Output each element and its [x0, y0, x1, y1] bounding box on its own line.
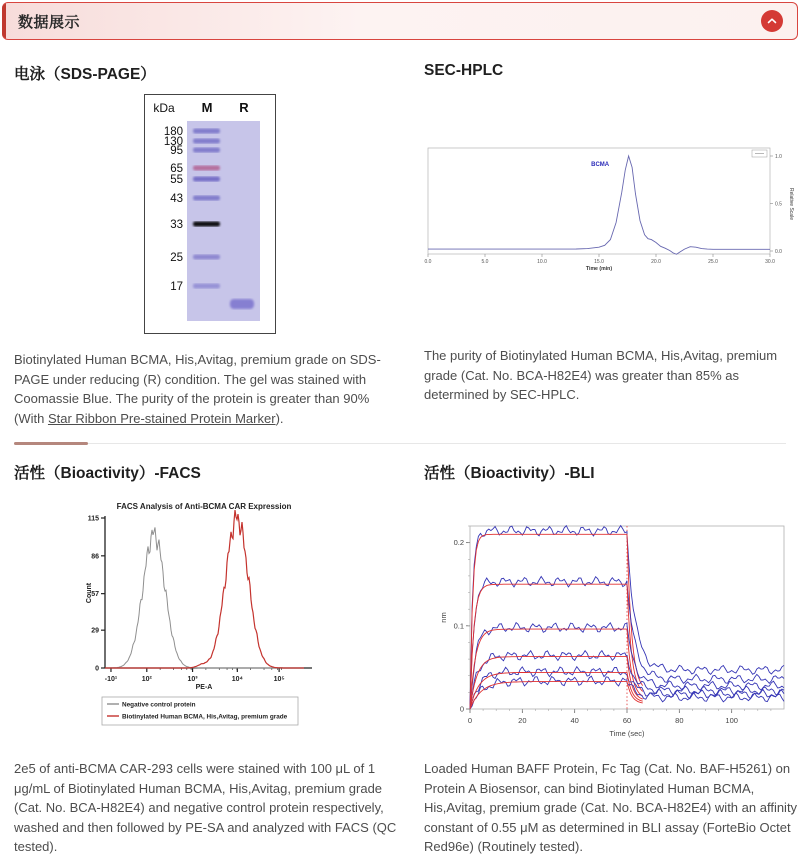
svg-text:0.2: 0.2	[453, 538, 464, 548]
bli-figure	[424, 489, 800, 751]
data-display-page	[0, 2, 800, 854]
svg-text:Time (min): Time (min)	[585, 266, 613, 272]
svg-text:25.0: 25.0	[708, 259, 718, 265]
svg-text:Count: Count	[86, 582, 93, 604]
facs-figure	[14, 489, 406, 751]
svg-text:43: 43	[170, 193, 183, 205]
sds-caption	[14, 350, 399, 428]
svg-text:80: 80	[675, 716, 684, 725]
svg-text:40: 40	[570, 716, 579, 725]
svg-text:0: 0	[467, 716, 473, 725]
hplc-chart-image	[424, 146, 798, 276]
hplc-section-title: SEC-HPLC	[424, 62, 504, 79]
svg-text:25: 25	[170, 252, 183, 264]
svg-text:0.5: 0.5	[775, 201, 782, 208]
svg-text:180: 180	[163, 126, 183, 138]
row-bottom	[14, 447, 798, 857]
section-sec-hplc	[424, 48, 798, 428]
section-bli	[424, 447, 800, 857]
svg-text:15.0: 15.0	[594, 259, 604, 265]
svg-text:20.0: 20.0	[651, 259, 661, 265]
svg-text:nm: nm	[439, 612, 448, 623]
section-header-bar[interactable]	[2, 2, 798, 40]
svg-text:M: M	[201, 100, 213, 115]
svg-text:33: 33	[170, 219, 183, 231]
svg-text:BCMA: BCMA	[591, 162, 610, 168]
svg-text:0: 0	[95, 665, 99, 673]
svg-text:60: 60	[622, 716, 632, 725]
svg-text:-10¹: -10¹	[104, 676, 118, 683]
page-title: 数据展示	[18, 13, 81, 31]
svg-text:0.0: 0.0	[424, 259, 432, 265]
svg-text:30.0: 30.0	[765, 259, 775, 265]
sds-gel-image	[144, 94, 276, 334]
svg-text:10.0: 10.0	[537, 259, 547, 265]
svg-text:115: 115	[87, 515, 99, 523]
facs-caption: 2e5 of anti-BCMA CAR-293 cells were stained with 100 μL of 1 μg/mL of Biotinylated Human BCMA, His,Avitag, premium grade (Cat. No. BCA-H82E4) and negative control protein respectively, washed and then followed by PE-SA and analyzed with FACS (QC tested).	[14, 761, 397, 854]
facs-chart-image	[84, 497, 336, 733]
caption-text: Biotinylated Human BCMA, His,Avitag, premium grade on SDS-PAGE under reducing (R) condition. The gel was stained with Coomassie Blue. The purity of the protein is greater than 90% (With	[14, 352, 381, 426]
svg-text:0: 0	[459, 704, 464, 714]
marker-product-link[interactable]: Star Ribbon Pre-stained Protein Marker	[47, 410, 276, 426]
caption-text-end: ).	[275, 410, 284, 426]
hplc-figure	[424, 86, 798, 338]
svg-text:FACS Analysis of Anti-BCMA CAR: FACS Analysis of Anti-BCMA CAR Expression	[116, 502, 292, 511]
svg-text:1.0: 1.0	[775, 154, 782, 160]
svg-text:5.0: 5.0	[481, 259, 489, 265]
svg-text:10³: 10³	[187, 676, 198, 683]
row-divider	[14, 442, 786, 445]
section-facs	[14, 447, 406, 857]
svg-text:10²: 10²	[141, 676, 152, 683]
svg-text:Time (sec): Time (sec)	[609, 729, 645, 738]
row-top	[14, 48, 794, 428]
svg-text:0.1: 0.1	[453, 621, 464, 631]
svg-text:29: 29	[91, 627, 99, 635]
svg-text:86: 86	[91, 553, 99, 561]
svg-text:17: 17	[170, 281, 183, 293]
svg-text:Biotinylated Human BCMA, His,A: Biotinylated Human BCMA, His,Avitag, premium grade	[122, 713, 288, 721]
svg-text:65: 65	[170, 163, 183, 175]
svg-text:10⁴: 10⁴	[231, 676, 243, 683]
svg-text:PE-A: PE-A	[195, 684, 213, 691]
svg-text:57: 57	[91, 591, 99, 599]
svg-text:kDa: kDa	[153, 101, 175, 115]
svg-text:Relative Scale: Relative Scale	[788, 188, 794, 220]
svg-text:R: R	[239, 100, 249, 115]
facs-section-title: 活性（Bioactivity）-FACS	[14, 465, 201, 482]
sds-section-title: 电泳（SDS-PAGE）	[14, 66, 156, 83]
svg-text:0.0: 0.0	[775, 249, 782, 255]
collapse-button[interactable]	[761, 10, 783, 32]
svg-text:100: 100	[725, 716, 738, 725]
section-sds-page	[14, 48, 406, 428]
bli-chart-image	[432, 519, 800, 743]
svg-text:Negative control protein: Negative control protein	[122, 701, 196, 709]
header-accent-bar	[2, 3, 6, 39]
svg-text:95: 95	[170, 145, 183, 157]
hplc-caption: The purity of Biotinylated Human BCMA, His,Avitag, premium grade (Cat. No. BCA-H82E4) was greater than 85% as determined by SEC-HPLC.	[424, 348, 778, 402]
svg-text:130: 130	[163, 136, 183, 148]
svg-text:10⁵: 10⁵	[273, 676, 285, 683]
content-area	[0, 40, 800, 857]
divider-accent	[14, 442, 88, 445]
svg-text:55: 55	[170, 174, 183, 186]
bli-caption: Loaded Human BAFF Protein, Fc Tag (Cat. No. BAF-H5261) on Protein A Biosensor, can bind Biotinylated Human BCMA, His,Avitag, premium grade (Cat. No. BCA-H82E4) with an affinity constant of 0.55 μM as determined in BLI assay (ForteBio Octet Red96e) (Routinely tested).	[424, 761, 798, 854]
svg-text:20: 20	[518, 716, 527, 725]
chevron-up-icon	[766, 15, 778, 27]
bli-section-title: 活性（Bioactivity）-BLI	[424, 465, 595, 482]
sds-gel-figure	[14, 90, 406, 342]
